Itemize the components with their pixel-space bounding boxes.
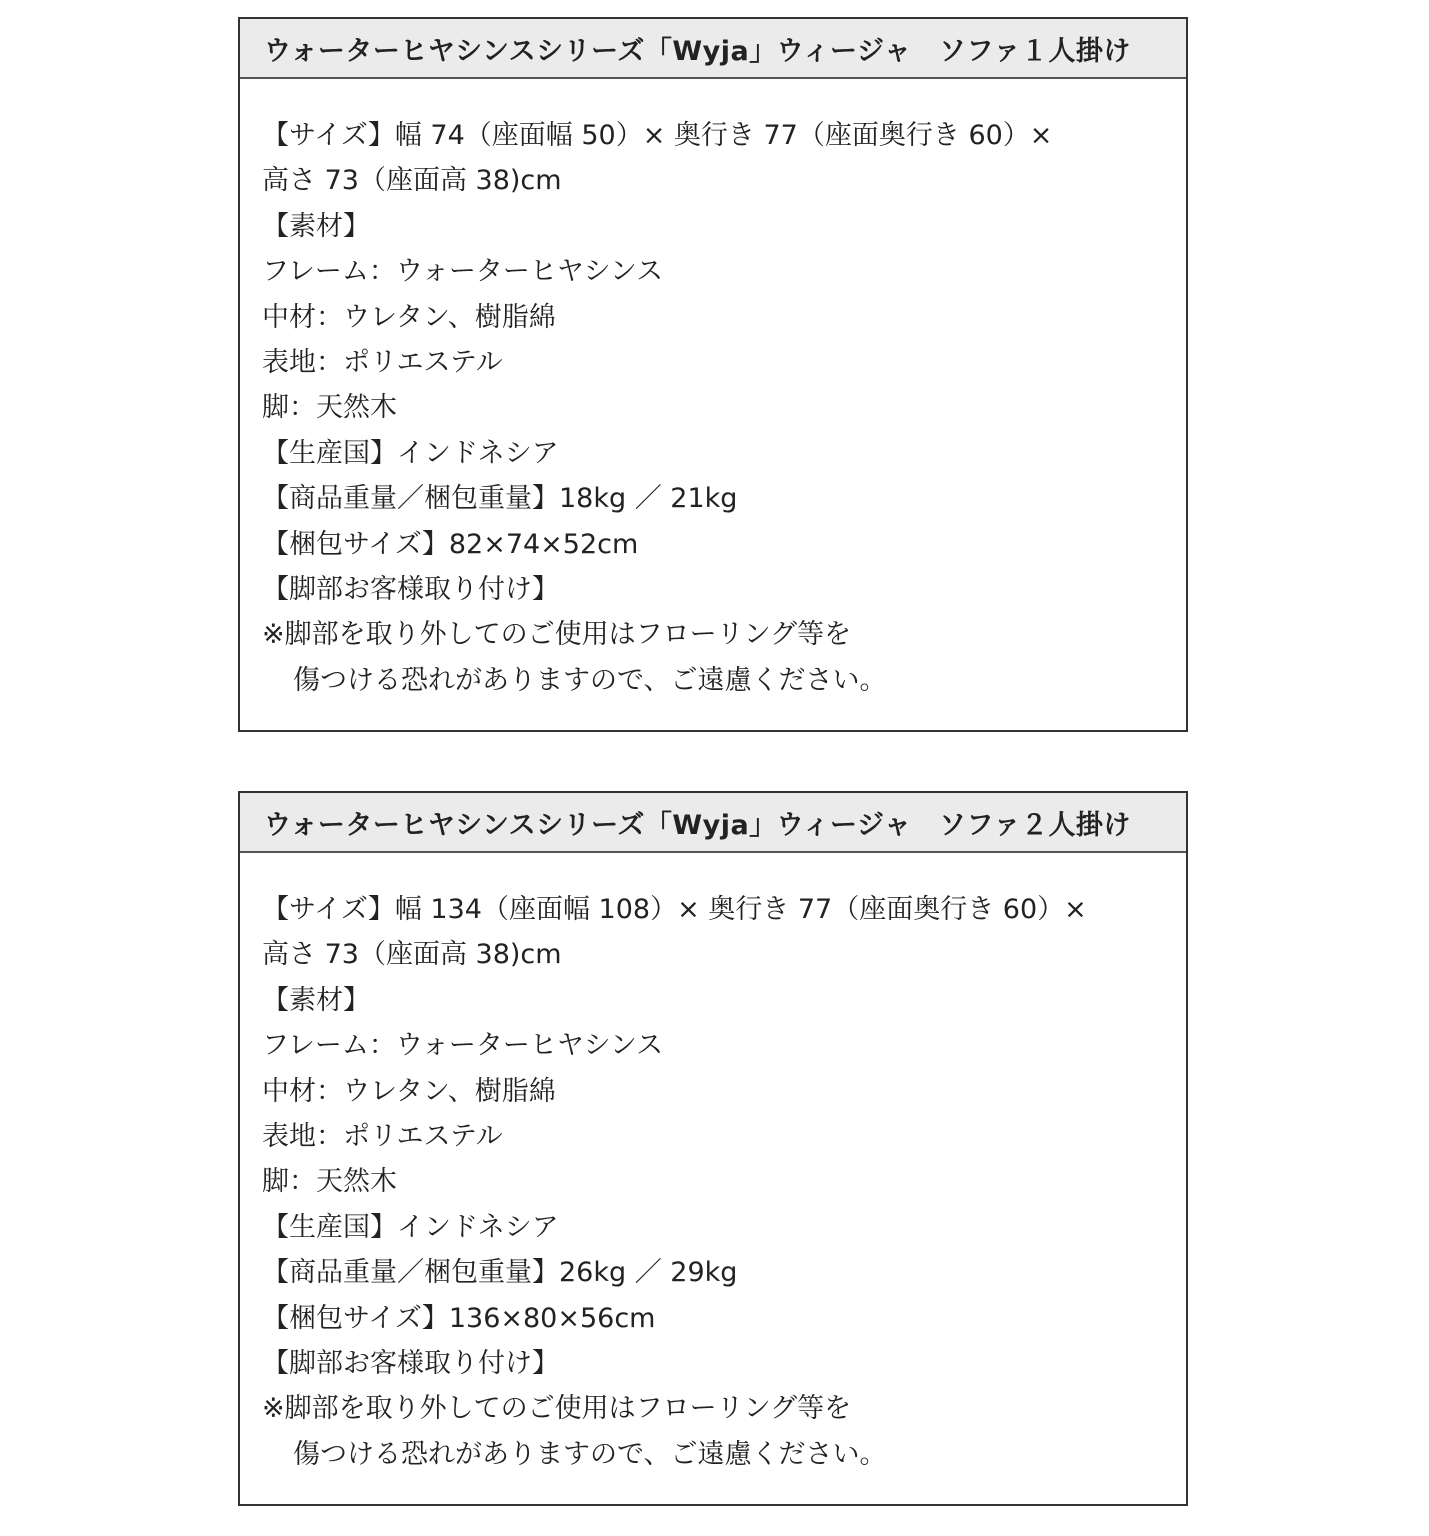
- spec-box-body: [240, 79, 1186, 703]
- spec-note-cont: 傷つける恐れがありますので、ご遠慮ください。: [293, 664, 887, 696]
- spec-material-upholstery: 表地：ポリエステル: [262, 1120, 503, 1152]
- spec-size-line-cont: 高さ 73（座面高 38)cm: [262, 165, 562, 197]
- spec-material-frame: フレーム：ウォーターヒヤシンス: [262, 1030, 664, 1062]
- spec-box-title: ウォーターヒヤシンスシリーズ「Wyja」ウィージャ ソファ１人掛け: [240, 19, 1186, 79]
- spec-origin: 【生産国】インドネシア: [262, 1211, 559, 1243]
- spec-weight: 【商品重量／梱包重量】18kg ／ 21kg: [262, 483, 738, 515]
- spec-weight: 【商品重量／梱包重量】26kg ／ 29kg: [262, 1257, 738, 1289]
- spec-size-line: 【サイズ】幅 74（座面幅 50）× 奥行き 77（座面奥行き 60）×: [262, 120, 1053, 151]
- spec-material-filling: 中材：ウレタン、樹脂綿: [262, 301, 556, 333]
- spec-material-frame: フレーム：ウォーターヒヤシンス: [262, 256, 664, 288]
- spec-material-heading: 【素材】: [262, 210, 370, 242]
- spec-box-body: [240, 853, 1186, 1477]
- spec-material-heading: 【素材】: [262, 984, 370, 1016]
- spec-note: ※脚部を取り外してのご使用はフローリング等を: [262, 619, 852, 651]
- spec-box-title: ウォーターヒヤシンスシリーズ「Wyja」ウィージャ ソファ２人掛け: [240, 793, 1186, 853]
- spec-material-upholstery: 表地：ポリエステル: [262, 346, 503, 378]
- spec-size-line-cont: 高さ 73（座面高 38)cm: [262, 939, 562, 971]
- spec-assembly: 【脚部お客様取り付け】: [262, 573, 559, 605]
- spec-box-single-seat: [238, 17, 1188, 732]
- spec-note: ※脚部を取り外してのご使用はフローリング等を: [262, 1393, 852, 1425]
- spec-material-legs: 脚：天然木: [262, 392, 397, 424]
- spec-assembly: 【脚部お客様取り付け】: [262, 1347, 559, 1379]
- spec-note-cont: 傷つける恐れがありますので、ご遠慮ください。: [293, 1438, 887, 1470]
- spec-package-size: 【梱包サイズ】82×74×52cm: [262, 528, 639, 560]
- spec-origin: 【生産国】インドネシア: [262, 437, 559, 469]
- spec-material-filling: 中材：ウレタン、樹脂綿: [262, 1075, 556, 1107]
- spec-package-size: 【梱包サイズ】136×80×56cm: [262, 1302, 656, 1334]
- spec-size-line: 【サイズ】幅 134（座面幅 108）× 奥行き 77（座面奥行き 60）×: [262, 894, 1087, 925]
- spec-material-legs: 脚：天然木: [262, 1166, 397, 1198]
- spec-box-two-seat: [238, 791, 1188, 1506]
